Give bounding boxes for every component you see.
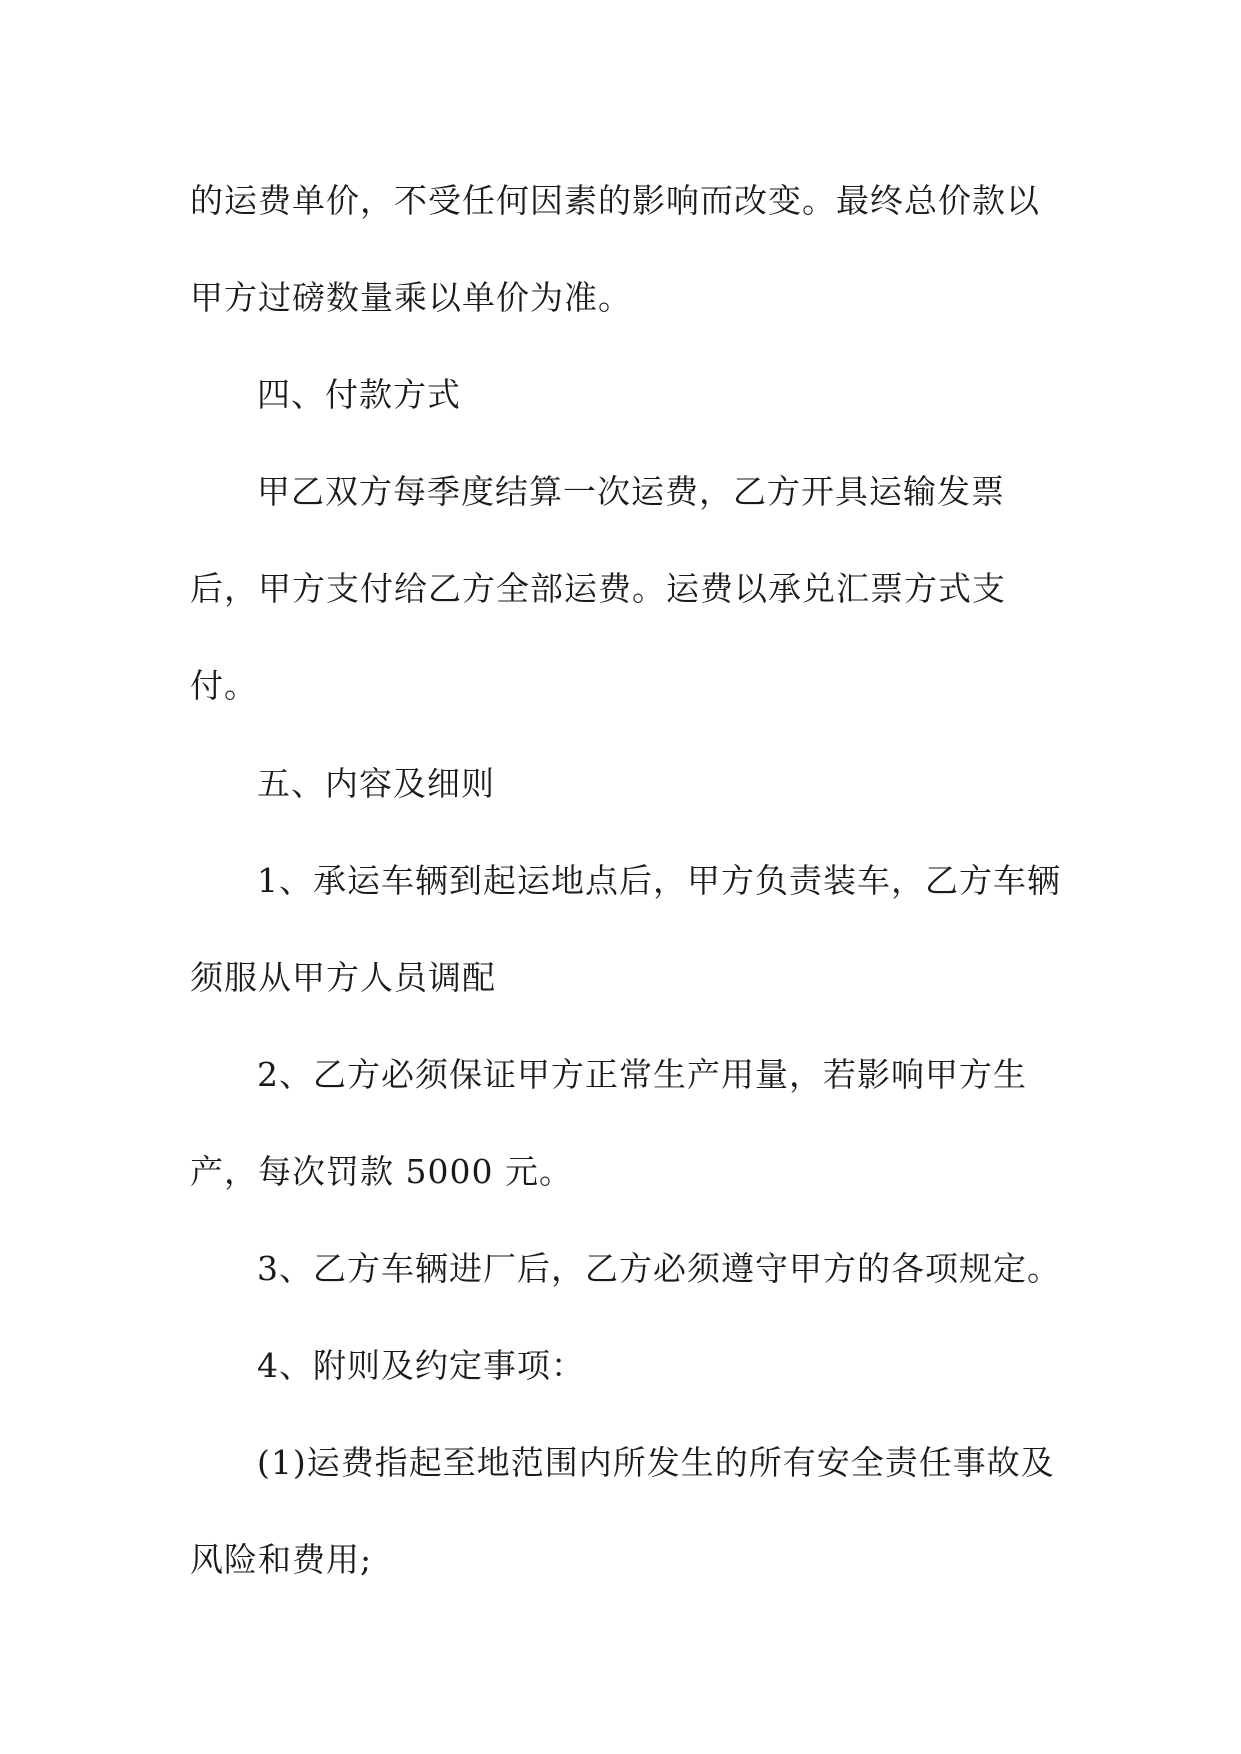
paragraph-line: 4、附则及约定事项： xyxy=(257,1346,585,1385)
paragraph-line: 付。 xyxy=(190,666,258,705)
paragraph-line: 后，甲方支付给乙方全部运费。运费以承兑汇票方式支 xyxy=(190,569,1006,608)
paragraph-line: 须服从甲方人员调配 xyxy=(190,958,496,997)
paragraph-line: (1)运费指起至地范围内所发生的所有安全责任事故及 xyxy=(257,1443,1055,1482)
paragraph-line: 甲方过磅数量乘以单价为准。 xyxy=(190,278,632,317)
section-heading: 五、内容及细则 xyxy=(257,764,495,803)
paragraph-line: 1、承运车辆到起运地点后，甲方负责装车，乙方车辆 xyxy=(257,861,1061,900)
paragraph-line: 2、乙方必须保证甲方正常生产用量，若影响甲方生 xyxy=(257,1055,1027,1094)
paragraph-line: 的运费单价，不受任何因素的影响而改变。最终总价款以 xyxy=(190,181,1040,220)
paragraph-line: 产，每次罚款 5000 元。 xyxy=(190,1152,573,1191)
paragraph-line: 甲乙双方每季度结算一次运费，乙方开具运输发票 xyxy=(257,472,1005,511)
paragraph-line: 风险和费用; xyxy=(190,1540,373,1579)
section-heading: 四、付款方式 xyxy=(257,375,461,414)
paragraph-line: 3、乙方车辆进厂后，乙方必须遵守甲方的各项规定。 xyxy=(257,1249,1061,1288)
